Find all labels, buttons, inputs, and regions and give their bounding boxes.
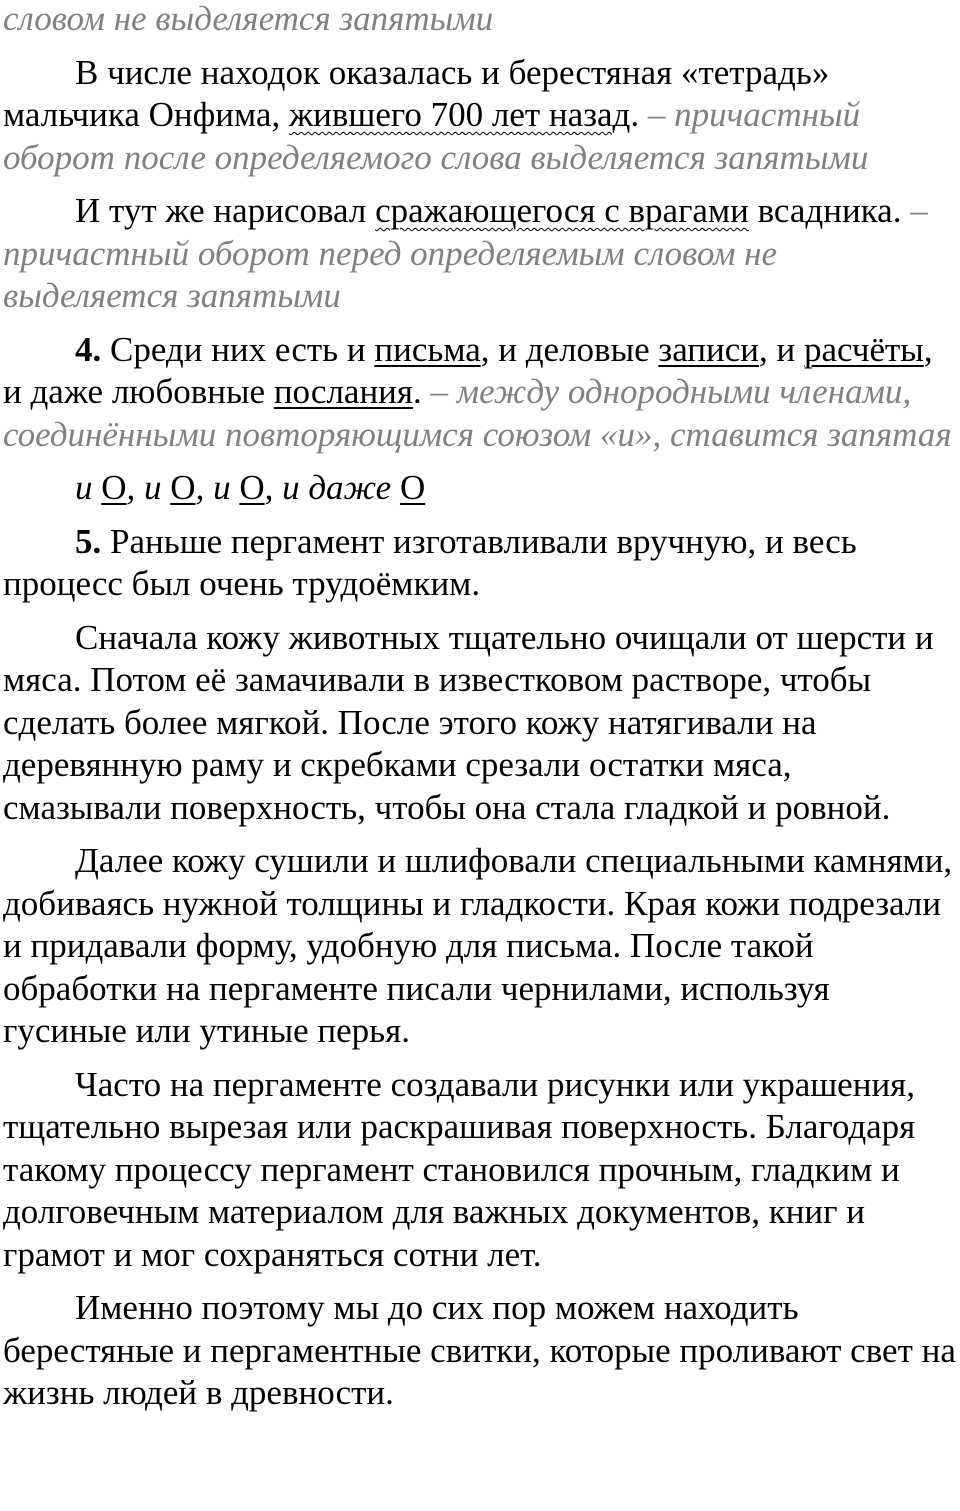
body-paragraph: Именно поэтому мы до сих пор можем находить берестяные и пергаментные свитки, которые проливают свет на жизнь людей в древности. (3, 1288, 956, 1412)
example-sentence-onfim (3, 52, 958, 180)
scheme-member: О (170, 468, 196, 507)
rule-note: – причастный оборот после определяемого слова выделяется запятыми (3, 95, 869, 177)
example-sentence-rider (3, 190, 958, 318)
scheme-member: О (399, 468, 426, 507)
rule-note: – причастный оборот перед определяемым словом не выделяется запятыми (3, 191, 928, 315)
scheme-conjunction: и (75, 468, 102, 507)
task-number: 5. (75, 521, 102, 561)
participial-phrase: жившего 700 лет назад (288, 95, 631, 134)
homogeneous-member: письма (374, 329, 481, 369)
homogeneous-member: расчёты (804, 329, 924, 369)
sentence-text: , и деловые (480, 329, 659, 369)
scheme-conjunction: , и даже (264, 468, 400, 507)
rule-note: – между однородными членами, соединёнными повторяющимся союзом «и», ставится запятая (3, 372, 952, 454)
punctuation-scheme (3, 467, 958, 510)
task-4-paragraph (3, 329, 958, 457)
sentence-text: Раньше пергамент изготавливали вручную, и весь процесс был очень трудоёмким. (3, 521, 857, 603)
homogeneous-member: записи (658, 329, 760, 369)
continued-note-paragraph (3, 0, 958, 41)
body-paragraph: Далее кожу сушили и шлифовали специальными камнями, добиваясь нужной толщины и гладкости. Края кожи подрезали и придавали форму, удобную для письма. После такой обработки на пергаменте писали чернилами, используя гусиные или утиные перья. (3, 841, 953, 1050)
sentence-text: , и (759, 329, 804, 369)
sentence-text: В числе находок оказалась и берестяная «тетрадь» мальчика Онфима, (3, 52, 830, 134)
rule-note: словом не выделяется запятыми (3, 0, 494, 38)
participial-phrase: сражающегося с врагами (375, 191, 749, 230)
task-5-paragraph (3, 521, 958, 606)
scheme-member: О (101, 468, 127, 507)
body-paragraph: Сначала кожу животных тщательно очищали от шерсти и мяса. Потом её замачивали в известковом растворе, чтобы сделать более мягкой. После этого кожу натягивали на деревянную раму и скребками срезали остатки мяса, смазывали поверхность, чтобы она стала гладкой и ровной. (3, 617, 934, 827)
scheme-conjunction: , и (195, 468, 240, 507)
homogeneous-member: послания (273, 372, 414, 411)
sentence-text: И тут же нарисовал (75, 191, 376, 230)
task-number: 4. (75, 329, 102, 369)
scheme-member: О (239, 468, 265, 507)
document-page (3, 0, 958, 1415)
sentence-text: , и даже любовные (3, 329, 933, 411)
scheme-conjunction: , и (126, 468, 171, 507)
sentence-text: всадника. (748, 191, 902, 230)
sentence-text: Среди них есть и (101, 329, 375, 369)
sentence-text: . (630, 95, 640, 134)
sentence-text: . (413, 372, 422, 411)
body-paragraph: Часто на пергаменте создавали рисунки или украшения, тщательно вырезая или раскрашивая поверхность. Благодаря такому процессу пергамент становился прочным, гладким и долговечным материалом для важных документов, книг и грамот и мог сохраняться сотни лет. (3, 1064, 916, 1274)
